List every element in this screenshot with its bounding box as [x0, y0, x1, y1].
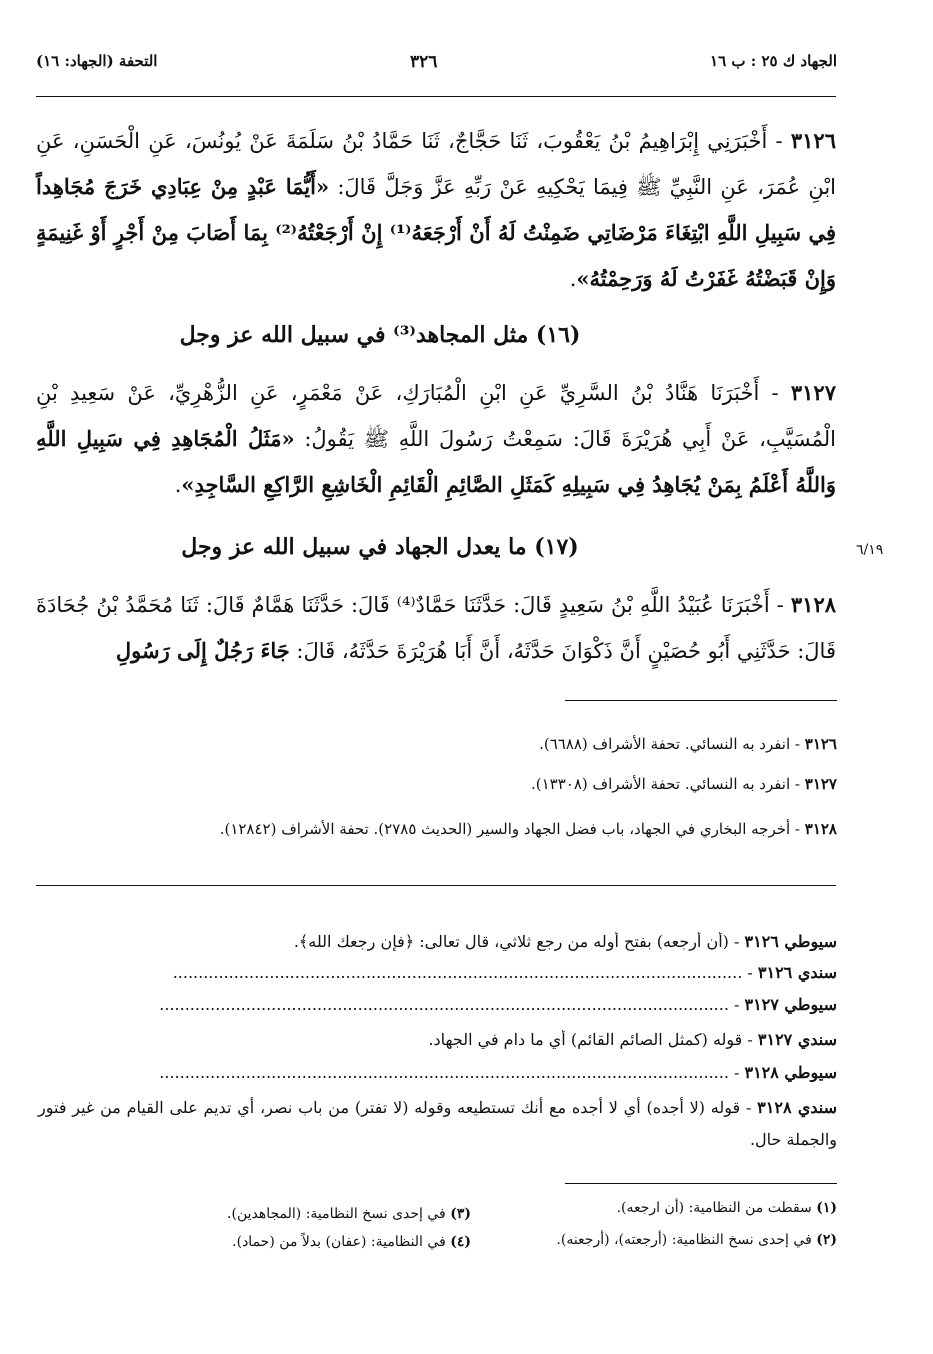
hadith-3127: ٣١٢٧ - أَخْبَرَنَا هَنَّادُ بْنُ السَّرِيِّ عَنِ ابْنِ الْمُبَارَكِ، عَنْ مَعْمَرٍ، عَنِ الزُّهْرِيِّ، عَنْ سَعِيدِ بْنِ الْمُسَيَّبِ، عَنْ أَبِي هُرَيْرَةَ قَالَ: سَمِعْتُ رَسُولَ اللَّهِ ﷺ يَقُولُ: «مَثَلُ الْمُجَاهِدِ فِي سَبِيلِ اللَّهِ وَاللَّهُ أَعْلَمُ بِمَنْ يُجَاهِدُ فِي سَبِيلِهِ كَمَثَلِ الصَّائِمِ الْقَائِمِ الْخَاشِعِ الرَّاكِعِ السَّاجِدِ».	[36, 380, 837, 497]
gloss-suyuti-3127: سيوطي ٣١٢٧ - ................................................................................................................	[159, 995, 837, 1014]
hadith-number: ٣١٢٧	[790, 380, 836, 405]
takhrij-rule	[565, 700, 837, 701]
hadith-number: ٣١٢٨	[790, 592, 837, 617]
hadith-3128	[36, 582, 836, 674]
chapter-heading-16: (١٦) مثل المجاهد⁽³⁾ في سبيل الله عز وجل	[179, 322, 581, 348]
gloss-suyuti-3128: سيوطي ٣١٢٨ - ................................................................................................................	[159, 1063, 837, 1082]
chapter-heading-17: (١٧) ما يعدل الجهاد في سبيل الله عز وجل	[181, 534, 579, 560]
notes-rule	[565, 1183, 837, 1184]
takhrij-3127: ٣١٢٧ - انفرد به النسائي. تحفة الأشراف (١٣٣٠٨).	[531, 775, 837, 793]
commentary-rule	[36, 885, 836, 886]
note-2: (٢) في إحدى نسخ النظامية: (أرجعته)، (أرجعنه).	[556, 1232, 837, 1248]
hadith-isnad: - أَخْبَرَنَا عُبَيْدُ اللَّهِ بْنُ سَعِيدٍ قَالَ: حَدَّثَنَا حَمَّادٌ⁽⁴⁾ قَالَ: حَدَّثَنَا هَمَّامٌ قَالَ: ثَنَا مُحَمَّدُ بْنُ جُحَادَةَ قَالَ: حَدَّثَنِي أَبُو حُصَيْنٍ أَنَّ ذَكْوَانَ حَدَّثَهُ، أَنَّ أَبَا هُرَيْرَةَ حَدَّثَهُ، قَالَ:	[36, 593, 836, 663]
hadith-number: ٣١٢٦	[790, 128, 836, 153]
hadith-matn: «أَيُّمَا عَبْدٍ مِنْ عِبَادِي خَرَجَ مُجَاهِداً فِي سَبِيلِ اللَّهِ ابْتِغَاءَ مَرْضَاتِي ضَمِنْتُ لَهُ أَنْ أَرْجَعَهُ⁽¹⁾ إِنْ أَرْجَعْتُهُ⁽²⁾ بِمَا أَصَابَ مِنْ أَجْرٍ أَوْ غَنِيمَةٍ وَإِنْ قَبَضْتُهُ غَفَرْتُ لَهُ وَرَحِمْتُهُ»	[36, 174, 836, 291]
gloss-sindi-3127: سندي ٣١٢٧ - قوله (كمثل الصائم القائم) أي ما دام في الجهاد.	[428, 1030, 837, 1049]
running-header-left: التحفة (الجهاد: ١٦)	[36, 52, 158, 70]
hadith-isnad: - أَخْبَرَنِي إِبْرَاهِيمُ بْنُ يَعْقُوبَ، ثَنَا حَجَّاجٌ، ثَنَا حَمَّادُ بْنُ سَلَمَةَ عَنْ يُونُسَ، عَنِ الْحَسَنِ، عَنِ ابْنِ عُمَرَ، عَنِ النَّبِيِّ ﷺ فِيمَا يَحْكِيهِ عَنْ رَبِّهِ عَزَّ وَجَلَّ قَالَ:	[36, 129, 836, 199]
note-4: (٤) في النظامية: (عفان) بدلاً من (حماد).	[232, 1234, 471, 1250]
gloss-sindi-3128: سندي ٣١٢٨ - قوله (لا أجده) أي لا أجده مع أنك تستطيعه وقوله (لا تفتر) من باب نصر، أي تديم على القيام من غير فتور والجملة حال.	[38, 1098, 837, 1149]
note-1: (١) سقطت من النظامية: (أن ارجعه).	[616, 1200, 837, 1216]
hadith-3126: ٣١٢٦ - أَخْبَرَنِي إِبْرَاهِيمُ بْنُ يَعْقُوبَ، ثَنَا حَجَّاجٌ، ثَنَا حَمَّادُ بْنُ سَلَمَةَ عَنْ يُونُسَ، عَنِ الْحَسَنِ، عَنِ ابْنِ عُمَرَ، عَنِ النَّبِيِّ ﷺ فِيمَا يَحْكِيهِ عَنْ رَبِّهِ عَزَّ وَجَلَّ قَالَ: «أَيُّمَا عَبْدٍ مِنْ عِبَادِي خَرَجَ مُجَاهِداً فِي سَبِيلِ اللَّهِ ابْتِغَاءَ مَرْضَاتِي ضَمِنْتُ لَهُ أَنْ أَرْجَعَهُ⁽¹⁾ إِنْ أَرْجَعْتُهُ⁽²⁾ بِمَا أَصَابَ مِنْ أَجْرٍ أَوْ غَنِيمَةٍ وَإِنْ قَبَضْتُهُ غَفَرْتُ لَهُ وَرَحِمْتُهُ».	[36, 128, 836, 291]
margin-volume-note: ٦/١٩	[856, 542, 884, 558]
hadith-matn: «مَثَلُ الْمُجَاهِدِ فِي سَبِيلِ اللَّهِ وَاللَّهُ أَعْلَمُ بِمَنْ يُجَاهِدُ فِي سَبِيلِهِ كَمَثَلِ الصَّائِمِ الْقَائِمِ الْخَاشِعِ الرَّاكِعِ السَّاجِدِ»	[36, 426, 836, 497]
gloss-suyuti-3126: سيوطي ٣١٢٦ - (أن أرجعه) بفتح أوله من رجع ثلاثي، قال تعالى: ﴿فإن رجعك الله﴾.	[293, 932, 837, 951]
hadith-isnad: - أَخْبَرَنَا هَنَّادُ بْنُ السَّرِيِّ عَنِ ابْنِ الْمُبَارَكِ، عَنْ مَعْمَرٍ، عَنِ الزُّهْرِيِّ، عَنْ سَعِيدِ بْنِ الْمُسَيَّبِ، عَنْ أَبِي هُرَيْرَةَ قَالَ: سَمِعْتُ رَسُولَ اللَّهِ ﷺ يَقُولُ:	[36, 381, 837, 451]
takhrij-3126: ٣١٢٦ - انفرد به النسائي. تحفة الأشراف (٦٦٨٨).	[539, 735, 837, 753]
page-number: ٣٢٦	[410, 52, 438, 72]
hadith-matn: جَاءَ رَجُلٌ إِلَى رَسُولِ	[115, 638, 290, 663]
gloss-sindi-3126: سندي ٣١٢٦ - ................................................................................................................	[172, 963, 837, 982]
takhrij-3128: ٣١٢٨ - أخرجه البخاري في الجهاد، باب فضل الجهاد والسير (الحديث ٢٧٨٥). تحفة الأشراف (١٢٨٤٢).	[219, 820, 837, 838]
note-3: (٣) في إحدى نسخ النظامية: (المجاهدين).	[227, 1206, 471, 1222]
running-header-right: الجهاد ك ٢٥ : ب ١٦	[710, 52, 837, 70]
header-rule	[36, 96, 836, 97]
